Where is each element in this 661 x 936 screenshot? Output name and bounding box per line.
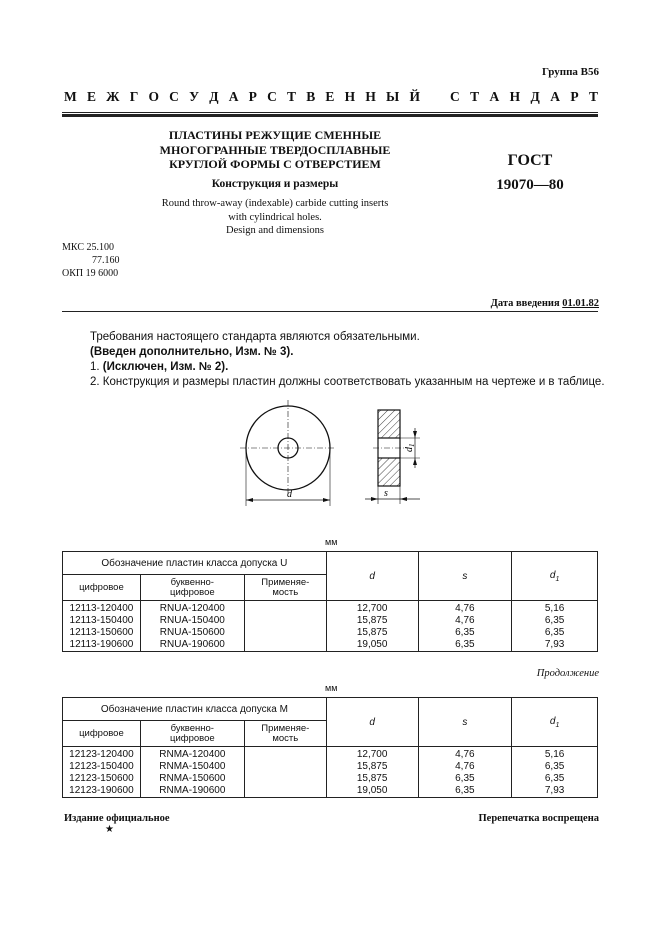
cell-s: 4,76 (418, 761, 512, 773)
okp-code: ОКП 19 6000 (62, 268, 119, 279)
cell-apply (244, 627, 326, 639)
table-row (63, 761, 598, 773)
cell-d1: 5,16 (512, 601, 598, 616)
banner-letter: А (489, 89, 500, 104)
table-row (63, 639, 598, 652)
banner-letter: Т (287, 89, 297, 104)
document-title (110, 128, 440, 172)
cell-d: 15,875 (326, 773, 418, 785)
table-row (63, 615, 598, 627)
document-subtitle: Конструкция и размеры (211, 178, 339, 190)
banner-letter: М (64, 89, 77, 104)
col-header-s: s (418, 698, 512, 747)
banner-letter: А (550, 89, 560, 104)
continuation-label: Продолжение (536, 668, 599, 679)
cell-alpha: RNUA-150600 (140, 627, 244, 639)
cell-d1: 5,16 (512, 747, 598, 762)
cell-apply (244, 747, 326, 762)
paragraph-3 (90, 360, 605, 375)
title-line-3: КРУГЛОЙ ФОРМЫ С ОТВЕРСТИЕМ (169, 157, 381, 171)
mks-code-2: 77.160 (92, 255, 120, 266)
col-header-d: d (326, 552, 418, 601)
cell-s: 6,35 (418, 785, 512, 798)
footer-reprint-notice: Перепечатка воспрещена (478, 813, 599, 824)
cell-apply (244, 761, 326, 773)
cell-digital: 12123-120400 (63, 747, 141, 762)
banner-letter: Р (570, 89, 579, 104)
cell-d: 15,875 (326, 761, 418, 773)
cell-alpha: RNMA-150600 (140, 773, 244, 785)
banner-letter: Й (409, 89, 420, 104)
col-header-d1-main: d (549, 569, 556, 581)
standard-banner (64, 89, 598, 105)
unit-label-1: мм (325, 537, 338, 547)
table-row (63, 747, 598, 762)
cell-digital: 12123-190600 (63, 785, 141, 798)
cell-apply (244, 785, 326, 798)
cell-apply (244, 773, 326, 785)
paragraph-4: 2. Конструкция и размеры пластин должны соответствовать указанным на чертеже и в таблице. (90, 376, 605, 388)
cell-digital: 12113-150600 (63, 627, 141, 639)
label-d: d (287, 489, 292, 500)
english-title-line-1: Round throw-away (indexable) carbide cutting inserts (161, 198, 389, 209)
banner-letter: С (450, 89, 460, 104)
body-text (90, 330, 605, 390)
banner-letter: Н (365, 89, 376, 104)
col-header-alpha: буквенно-цифровое (140, 575, 244, 601)
table-row (63, 627, 598, 639)
cell-alpha: RNUA-190600 (140, 639, 244, 652)
arrow-d1-bottom (413, 458, 417, 465)
banner-word-1 (64, 89, 420, 105)
col-header-d1-main: d (549, 715, 556, 727)
cell-s: 6,35 (418, 627, 512, 639)
cell-d: 12,700 (326, 747, 418, 762)
gost-number: 19070—80 (496, 177, 564, 193)
banner-letter: Ж (106, 89, 120, 104)
section-top (378, 410, 400, 438)
col-header-d1 (512, 552, 598, 601)
paragraph-2: (Введен дополнительно, Изм. № 3). (90, 346, 294, 358)
banner-letter: Д (530, 89, 540, 104)
cell-s: 6,35 (418, 639, 512, 652)
cell-s: 4,76 (418, 615, 512, 627)
banner-letter: Н (509, 89, 521, 104)
cell-apply (244, 639, 326, 652)
banner-letter: Ы (386, 89, 400, 104)
paragraph-3-number: 1. (90, 361, 103, 373)
cell-d1: 7,93 (512, 785, 598, 798)
banner-letter: Д (209, 89, 219, 104)
banner-letter: С (267, 89, 277, 104)
group-header: Обозначение пластин класса допуска U (63, 552, 327, 575)
insert-drawing (235, 400, 435, 520)
group-label: Группа В56 (541, 66, 599, 78)
cell-apply (244, 615, 326, 627)
table-row (63, 785, 598, 798)
arrow-left (246, 498, 253, 502)
cell-digital: 12113-150400 (63, 615, 141, 627)
table-row (63, 773, 598, 785)
arrow-d1-top (413, 431, 417, 438)
cell-apply (244, 601, 326, 616)
classification-codes (62, 241, 120, 280)
cell-digital: 12123-150600 (63, 773, 141, 785)
english-title-line-3: Design and dimensions (226, 225, 324, 236)
header-rule-thin (62, 112, 598, 113)
banner-word-2 (450, 89, 598, 105)
col-header-apply: Применяе-мость (244, 721, 326, 747)
cell-digital: 12113-120400 (63, 601, 141, 616)
col-header-d: d (326, 698, 418, 747)
banner-letter: О (148, 89, 159, 104)
arrow-s-right (400, 497, 407, 501)
banner-letter: Р (248, 89, 257, 104)
date-rule (62, 311, 598, 312)
table-row (63, 601, 598, 616)
banner-letter: Т (588, 89, 598, 104)
label-d1: $d_1$ (404, 443, 416, 452)
cell-d1: 6,35 (512, 627, 598, 639)
label-s: s (384, 488, 388, 499)
cell-alpha: RNMA-190600 (140, 785, 244, 798)
section-bottom (378, 458, 400, 486)
cell-digital: 12113-190600 (63, 639, 141, 652)
banner-letter: Е (325, 89, 335, 104)
banner-letter: В (306, 89, 316, 104)
paragraph-3-text: (Исключен, Изм. № 2). (102, 361, 229, 373)
col-header-d1 (512, 698, 598, 747)
cell-s: 4,76 (418, 747, 512, 762)
cell-d: 15,875 (326, 627, 418, 639)
arrow-s-left (371, 497, 378, 501)
cell-d: 12,700 (326, 601, 418, 616)
header-row-1 (63, 698, 598, 721)
cell-s: 4,76 (418, 601, 512, 616)
col-header-digital: цифровое (63, 575, 141, 601)
cell-d1: 7,93 (512, 639, 598, 652)
paragraph-1: Требования настоящего стандарта являются обязательными. (90, 331, 420, 343)
cell-d1: 6,35 (512, 761, 598, 773)
cell-s: 6,35 (418, 773, 512, 785)
english-title (110, 197, 440, 238)
banner-letter: У (189, 89, 200, 104)
dimensions-table-u (62, 551, 598, 652)
banner-letter: Н (344, 89, 356, 104)
arrow-right (323, 498, 330, 502)
banner-letter: Г (129, 89, 139, 104)
unit-label-2: мм (325, 683, 338, 693)
title-line-1: ПЛАСТИНЫ РЕЖУЩИЕ СМЕННЫЕ (168, 128, 382, 142)
col-header-d1-sub: 1 (555, 575, 560, 583)
cell-alpha: RNUA-150400 (140, 615, 244, 627)
col-header-d1-sub: 1 (555, 721, 560, 729)
header-rule-thick (62, 114, 598, 117)
gost-label: ГОСТ (507, 152, 553, 169)
cell-d1: 6,35 (512, 773, 598, 785)
cell-d: 19,050 (326, 785, 418, 798)
cell-d1: 6,35 (512, 615, 598, 627)
star-icon: ★ (105, 824, 114, 835)
cell-alpha: RNMA-120400 (140, 747, 244, 762)
english-title-line-2: with cylindrical holes. (228, 211, 322, 223)
mks-code-1: МКС 25.100 (62, 242, 114, 253)
cell-alpha: RNUA-120400 (140, 601, 244, 616)
banner-letter: А (228, 89, 239, 104)
col-header-apply: Применяе-мость (244, 575, 326, 601)
footer-official-edition: Издание официальное (64, 813, 170, 824)
title-line-2: МНОГОГРАННЫЕ ТВЕРДОСПЛАВНЫЕ (159, 142, 391, 157)
introduction-date (491, 298, 599, 309)
col-header-s: s (418, 552, 512, 601)
banner-letter: С (169, 89, 179, 104)
col-header-digital: цифровое (63, 721, 141, 747)
group-header: Обозначение пластин класса допуска М (63, 698, 327, 721)
date-value: 01.01.82 (562, 298, 599, 309)
date-label: Дата введения (490, 298, 560, 309)
cell-d: 15,875 (326, 615, 418, 627)
cell-alpha: RNMA-150400 (140, 761, 244, 773)
col-header-alpha: буквенно-цифровое (140, 721, 244, 747)
dimensions-table-m (62, 697, 598, 798)
cell-digital: 12123-150400 (63, 761, 141, 773)
cell-d: 19,050 (326, 639, 418, 652)
banner-letter: Т (470, 89, 480, 104)
banner-letter: Е (86, 89, 96, 104)
header-row-1 (63, 552, 598, 575)
